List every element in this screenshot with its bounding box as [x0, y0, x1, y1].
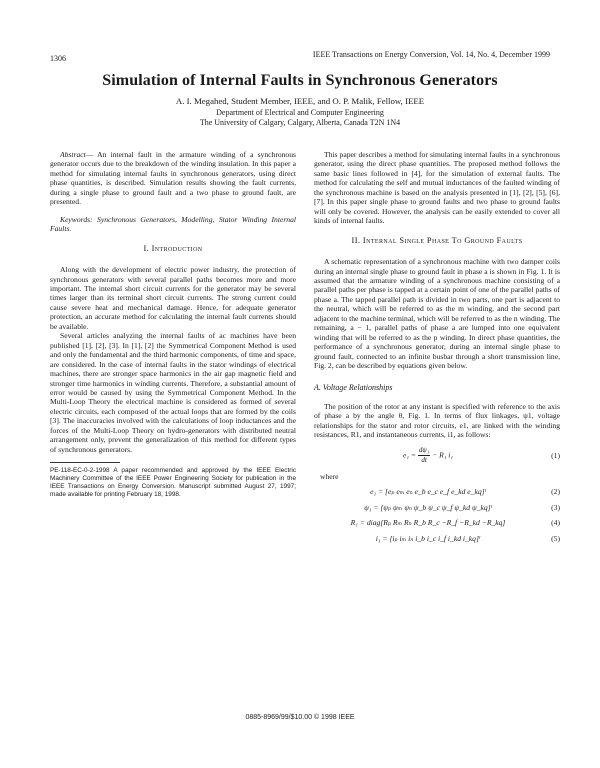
eq5-number: (5) [551, 533, 560, 543]
copyright-line: 0885-8969/99/$10.00 © 1998 IEEE [245, 714, 355, 721]
eq5-body: i₁ = [iₚ iₘ iₙ i_b i_c i_f i_kd i_kq]ᵗ [375, 533, 481, 543]
paper-authors: A. I. Megahed, Student Member, IEEE, and O. P. Malik, Fellow, IEEE [175, 96, 425, 106]
journal-header: IEEE Transactions on Energy Conversion, Vol. 14, No. 4, December 1999 [312, 50, 550, 59]
abstract-text: — An internal fault in the armature winding of a synchronous generator occurs due to the breakdown of the winding insulation. In this paper a method for simulating internal faults in synchronous generators, using direct phase quantities, is described. Simulation results showing the fault currents, during a single phase to ground fault and a two phase to ground fault, are presented. [50, 150, 296, 207]
voltage-paragraph: The position of the rotor at any instant is specified with reference to the axis of phase a by the angle θ, Fig. 1. In terms of flux linkages, ψ1, voltage relationships for the stator and rotor circuits, e1, are linked with the winding resistances, R1, and instantaneous currents, i1, as follows: [314, 401, 560, 440]
eq4-number: (4) [551, 518, 560, 528]
abstract [50, 150, 296, 207]
affiliation-department: Department of Electrical and Computer Engineering [216, 108, 384, 117]
left-column [50, 150, 296, 499]
right-intro-paragraph: This paper describes a method for simulating internal faults in a synchronous generator, using the direct phase quantities. The proposed method follows the same basic lines followed in [4], for the simulation of external faults. The method for calculating the self and mutual inductances of the faulted winding of the synchronous machine is based on the analysis presented in [1], [2], [5], [6], [7]. In this paper single phase to ground faults and two phase to ground faults will only be covered. However, the analysis can be easily extended to cover all kinds of internal faults. [314, 150, 560, 226]
equation-5 [314, 534, 560, 543]
equation-1 [314, 446, 560, 466]
eq4-body: R₁ = diag[Rₚ Rₘ Rₙ R_b R_c −R_f −R_kd −R_kq] [350, 518, 506, 528]
section-heading-faults: II. Internal Single Phase To Ground Faults [351, 235, 523, 245]
eq1-rhs: − R₁ i₁ [432, 450, 454, 460]
eq1-fraction [418, 446, 430, 466]
paper-title: Simulation of Internal Faults in Synchronous Generators [102, 72, 498, 89]
eq1-denominator: dt [421, 456, 427, 465]
eq3-number: (3) [551, 502, 560, 512]
equation-2 [314, 487, 560, 496]
intro-paragraph-2: Several articles analyzing the internal faults of ac machines have been published [1], [2], [3]. In [1], [2] the Symmetrical Component Method is used and only the fundamental and the third harmonic components, of time and space, are considered. In the case of internal faults in the stator windings of electrical machines, there are stronger space harmonics in the air gap magnetic field and stronger time harmonics in winding currents. Therefore, a substantial amount of error would be caused by using the Symmetrical Component Method. In the Multi-Loop Theory the electrical machine is considered as formed of several electric circuits, each composed of the actual loops that are formed by the coils [3]. The inaccuracies involved with the calculations of loop inductances and the forces of the Multi-Loop Theory on hydro-generators with distributed neutral arrangement only, prevent the generalization of this method for different types of synchronous generators. [50, 331, 296, 454]
equation-3 [314, 503, 560, 512]
eq1-lhs: e₁ = [402, 450, 416, 460]
footnote: PE-118-EC-0-2-1998 A paper recommended and approved by the IEEE Electric Machinery Committee of the IEEE Power Engineering Society for publication in the IEEE Transactions on Energy Conversion. Manuscript submitted August 27, 1997; made available for printing February 18, 1998. [50, 467, 296, 499]
equation-4 [314, 518, 560, 527]
faults-paragraph-1: A schematic representation of a synchronous machine with two damper coils during an internal single phase to ground fault in phase a is shown in Fig. 1. It is assumed that the armature winding of a synchronous machine consisting of a parallel paths per phase is tapped at a certain point of one of the parallel paths of phase a. The tapped parallel path is divided in two parts, one part is adjacent to the neutral, which will be referred to as the m winding, and the second part adjacent to the machine terminal, which will be referred to as the n winding. The remaining, a − 1, parallel paths of phase a are lumped into one equivalent winding that will be referred to as the p winding. In direct phase quantities, the performance of a synchronous generator, during an internal single phase to ground fault, connected to an infinite busbar through a short transmission line, Fig. 2, can be described by equations given below. [314, 257, 560, 371]
subsection-heading-voltage: A. Voltage Relationships [314, 382, 393, 392]
keywords-label: Keywords: [60, 214, 93, 224]
affiliation [0, 108, 600, 128]
keywords [50, 215, 296, 234]
eq2-body: e₁ = [eₚ eₘ eₙ e_b e_c e_f e_kd e_kq]ᵗ [370, 487, 486, 497]
abstract-label: Abstract [60, 150, 86, 159]
keywords-text: Synchronous Generators, Modelling, Stator Winding Internal Faults. [50, 214, 296, 234]
page-number: 1306 [50, 54, 66, 63]
section-heading-introduction: I. Introduction [143, 243, 203, 253]
intro-paragraph-1: Along with the development of electric power industry, the protection of synchronous generators with several parallel paths becomes more and more important. The internal short circuit currents for the generator may be several times larger than its terminal short circuit currents. The strong current could cause severe heat and mechanical damage. Hence, for adequate generator protection, an accurate method for calculating the internal fault currents should be available. [50, 265, 296, 331]
eq1-number: (1) [551, 451, 560, 460]
where-text: where [320, 471, 339, 481]
footnote-divider [50, 462, 120, 463]
affiliation-university: The University of Calgary, Calgary, Alberta, Canada T2N 1N4 [199, 118, 401, 127]
eq3-body: ψ₁ = [ψₚ ψₘ ψₙ ψ_b ψ_c ψ_f ψ_kd ψ_kq]ᵗ [364, 502, 492, 512]
eq1-numerator: dψ₁ [418, 446, 430, 456]
eq2-number: (2) [551, 487, 560, 497]
right-column [314, 150, 560, 549]
